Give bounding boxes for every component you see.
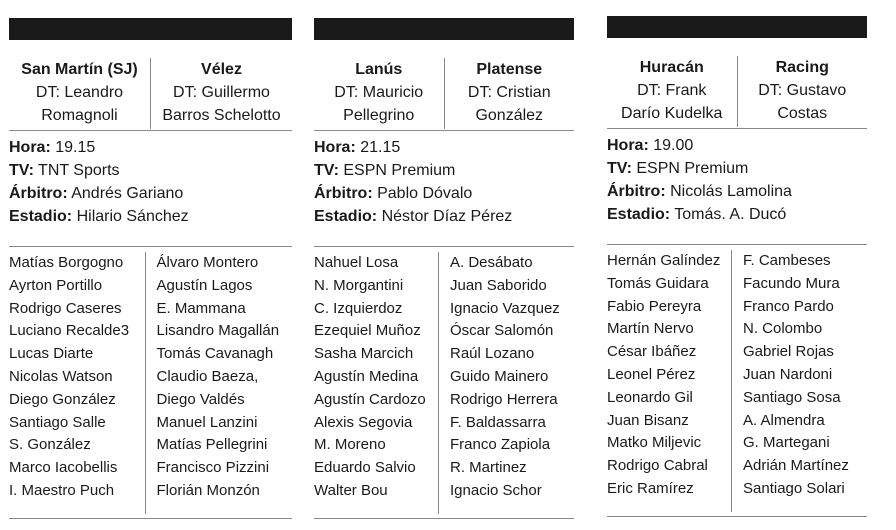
player-name: Marco Iacobellis	[9, 459, 118, 477]
hora-line	[9, 136, 292, 159]
estadio-line	[314, 205, 574, 228]
player-name: Santiago Sosa	[743, 388, 841, 406]
player-name: Agustín Cardozo	[314, 390, 426, 408]
arbitro-line	[314, 182, 574, 205]
divider	[9, 246, 292, 247]
player-name: Raúl Lozano	[450, 345, 535, 363]
away-team	[151, 58, 292, 129]
player-name: Francisco Pizzini	[156, 459, 270, 477]
divider	[9, 130, 292, 131]
player-name: C. Izquierdoz	[314, 299, 403, 317]
coach: DT: Guillermo Barros Schelotto	[162, 84, 281, 124]
player-name: Leonel Pérez	[607, 365, 696, 383]
divider	[314, 246, 574, 247]
player-name: César Ibáñez	[607, 343, 697, 361]
player-name: Diego González	[9, 390, 116, 408]
player-name: Tomás Guidara	[607, 274, 709, 292]
away-lineup	[439, 252, 574, 514]
estadio-line	[9, 205, 292, 228]
estadio-value: Néstor Díaz Pérez	[381, 208, 513, 225]
home-lineup	[607, 250, 732, 512]
player-name: Rodrigo Caseres	[9, 299, 122, 317]
player-name: Leonardo Gil	[607, 388, 693, 406]
team-name: Lanús	[355, 61, 403, 78]
player-name: Rodrigo Herrera	[450, 390, 558, 408]
arbitro-line	[9, 182, 292, 205]
player-name: R. Martinez	[450, 459, 527, 477]
player-name: Guido Mainero	[450, 367, 549, 385]
player-name: M. Moreno	[314, 436, 386, 454]
match-info	[314, 136, 574, 228]
arbitro-value: Andrés Gariano	[71, 185, 184, 202]
player-name: Ignacio Schor	[450, 481, 542, 499]
player-name: Walter Bou	[314, 481, 388, 499]
player-name: N. Morgantini	[314, 276, 404, 294]
coach: DT: Gustavo Costas	[758, 82, 847, 122]
arbitro-value: Nicolás Lamolina	[670, 183, 792, 200]
team-name: Racing	[775, 59, 829, 76]
player-name: Claudio Baeza,	[156, 367, 259, 385]
hora-label: Hora:	[607, 137, 649, 154]
coach: DT: Mauricio Pellegrino	[334, 84, 424, 124]
player-name: Lucas Diarte	[9, 345, 94, 363]
player-name: Eric Ramírez	[607, 479, 694, 497]
lineups	[314, 252, 574, 514]
home-lineup	[314, 252, 439, 514]
player-name: I. Maestro Puch	[9, 481, 115, 499]
hora-line	[607, 134, 867, 157]
player-name: Nahuel Losa	[314, 254, 399, 271]
header-bar	[9, 18, 292, 40]
player-name: Facundo Mura	[743, 274, 840, 292]
match-info	[607, 134, 867, 226]
player-name: Tomás Cavanagh	[156, 345, 274, 363]
player-name: Juan Saborido	[450, 276, 547, 294]
away-team	[738, 56, 868, 127]
team-name: Vélez	[201, 61, 242, 78]
player-name: Matko Miljevic	[607, 434, 702, 452]
tv-label: TV:	[607, 160, 632, 177]
tv-value: ESPN Premium	[343, 162, 456, 179]
hora-label: Hora:	[9, 139, 51, 156]
coach: DT: Cristian González	[467, 84, 551, 124]
estadio-label: Estadio:	[9, 208, 73, 225]
estadio-value: Tomás. A. Ducó	[674, 206, 787, 223]
player-name: Ezequiel Muñoz	[314, 322, 421, 340]
player-name: Santiago Solari	[743, 479, 845, 497]
player-name: Juan Bisanz	[607, 411, 689, 429]
tv-value: TNT Sports	[38, 162, 120, 179]
tv-value: ESPN Premium	[636, 160, 749, 177]
arbitro-line	[607, 180, 867, 203]
team-name: San Martín (SJ)	[21, 61, 138, 78]
player-name: Lisandro Magallán	[156, 322, 280, 340]
divider	[314, 130, 574, 131]
player-name: Luciano Recalde3	[9, 322, 130, 340]
player-name: Franco Pardo	[743, 297, 834, 315]
estadio-value: Hilario Sánchez	[76, 208, 189, 225]
tv-line	[314, 159, 574, 182]
estadio-label: Estadio:	[314, 208, 378, 225]
away-lineup	[146, 252, 293, 514]
divider	[607, 128, 867, 129]
team-name: Huracán	[639, 59, 704, 76]
player-name: Florián Monzón	[156, 481, 260, 499]
player-name: Hernán Galíndez	[607, 252, 721, 269]
arbitro-label: Árbitro:	[314, 185, 373, 202]
player-name: Matías Pellegrini	[156, 436, 268, 454]
hora-value: 19.15	[55, 139, 96, 156]
player-name: Franco Zapiola	[450, 436, 551, 454]
coach: DT: Leandro Romagnoli	[35, 84, 124, 124]
team-name: Platense	[476, 61, 543, 78]
player-name: E. Mammana	[156, 299, 246, 317]
player-name: Alexis Segovia	[314, 413, 413, 431]
player-name: S. González	[9, 436, 91, 454]
teams-row	[314, 41, 574, 129]
teams-row	[607, 39, 867, 127]
divider	[607, 516, 867, 517]
home-lineup	[9, 252, 146, 514]
hora-label: Hora:	[314, 139, 356, 156]
teams-row	[9, 41, 292, 129]
player-name: Agustín Lagos	[156, 276, 253, 294]
home-team	[314, 58, 445, 129]
away-team	[445, 58, 575, 129]
hora-value: 19.00	[653, 137, 694, 154]
tv-line	[607, 157, 867, 180]
arbitro-label: Árbitro:	[607, 183, 666, 200]
arbitro-label: Árbitro:	[9, 185, 68, 202]
player-name: A. Desábato	[450, 254, 533, 271]
player-name: Agustín Medina	[314, 367, 419, 385]
player-name: Ignacio Vazquez	[450, 299, 560, 317]
coach: DT: Frank Darío Kudelka	[621, 82, 723, 122]
player-name: N. Colombo	[743, 320, 823, 338]
player-name: Sasha Marcich	[314, 345, 414, 363]
header-bar	[607, 16, 867, 38]
divider	[314, 518, 574, 519]
player-name: A. Almendra	[743, 411, 825, 429]
tv-line	[9, 159, 292, 182]
player-name: Martín Nervo	[607, 320, 694, 338]
hora-value: 21.15	[360, 139, 401, 156]
player-name: G. Martegani	[743, 434, 830, 452]
player-name: F. Cambeses	[743, 252, 831, 269]
arbitro-value: Pablo Dóvalo	[377, 185, 473, 202]
player-name: Eduardo Salvio	[314, 459, 416, 477]
home-team	[9, 58, 151, 129]
player-name: Rodrigo Cabral	[607, 457, 708, 475]
away-lineup	[732, 250, 867, 512]
hora-line	[314, 136, 574, 159]
player-name: Óscar Salomón	[450, 322, 554, 340]
estadio-label: Estadio:	[607, 206, 671, 223]
lineups	[607, 250, 867, 512]
divider	[607, 244, 867, 245]
player-name: Nicolas Watson	[9, 367, 113, 385]
player-name: Fabio Pereyra	[607, 297, 702, 315]
player-name: Ayrton Portillo	[9, 276, 103, 294]
player-name: Santiago Salle	[9, 413, 106, 431]
player-name: Manuel Lanzini	[156, 413, 258, 431]
player-name: Juan Nardoni	[743, 365, 833, 383]
player-name: Matías Borgogno	[9, 254, 124, 271]
player-name: Gabriel Rojas	[743, 343, 834, 361]
player-name: Adrián Martínez	[743, 457, 849, 475]
player-name: F. Baldassarra	[450, 413, 546, 431]
tv-label: TV:	[9, 162, 34, 179]
divider	[9, 518, 292, 519]
match-info	[9, 136, 292, 228]
home-team	[607, 56, 738, 127]
lineups	[9, 252, 292, 514]
player-name: Álvaro Montero	[156, 254, 259, 271]
player-name: Diego Valdés	[156, 390, 245, 408]
header-bar	[314, 18, 574, 40]
tv-label: TV:	[314, 162, 339, 179]
estadio-line	[607, 203, 867, 226]
